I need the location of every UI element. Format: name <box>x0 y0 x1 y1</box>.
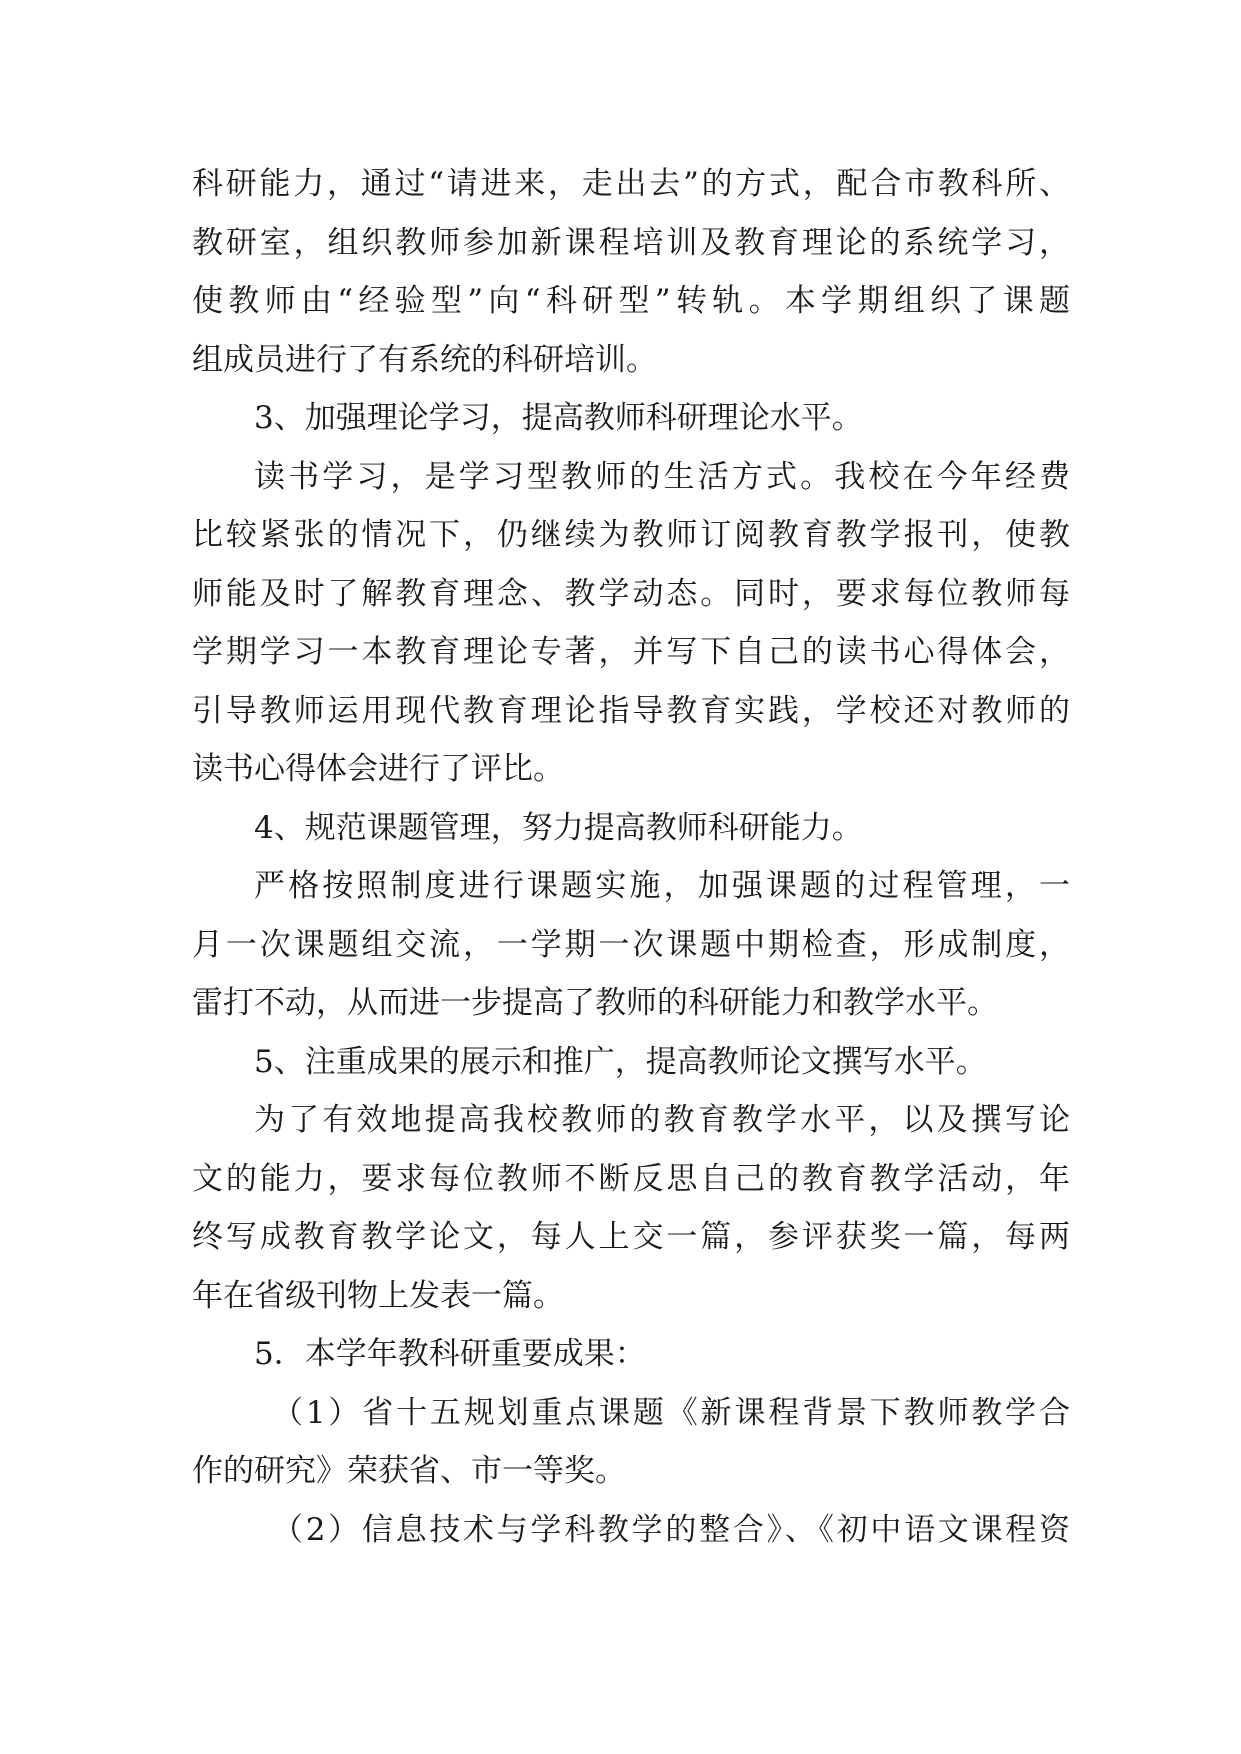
body-line: 引导教师运用现代教育理论指导教育实践，学校还对教师的 <box>192 692 1070 729</box>
section-heading: 3、加强理论学习，提高教师科研理论水平。 <box>254 400 863 436</box>
body-line: 年在省级刊物上发表一篇。 <box>192 1277 564 1314</box>
body-line: 组成员进行了有系统的科研培训。 <box>192 341 657 378</box>
paragraph-first-line: 为了有效地提高我校教师的教育教学水平，以及撰写论 <box>254 1102 1070 1138</box>
body-line: 学期学习一本教育理论专著，并写下自己的读书心得体会， <box>192 634 1070 670</box>
body-line: 终写成教育教学论文，每人上交一篇，参评获奖一篇，每两 <box>192 1219 1070 1255</box>
body-line: 科研能力，通过“请进来，走出去”的方式，配合市教科所、 <box>192 166 1070 202</box>
paragraph-first-line: 读书学习，是学习型教师的生活方式。我校在今年经费 <box>254 458 1070 495</box>
section-heading: 4、规范课题管理，努力提高教师科研能力。 <box>254 809 863 846</box>
body-line: 作的研究》荣获省、市一等奖。 <box>192 1453 626 1489</box>
document-body <box>192 155 1070 1559</box>
body-line: 月一次课题组交流，一学期一次课题中期检查，形成制度， <box>192 926 1070 963</box>
section-heading: 5、注重成果的展示和推广，提高教师论文撰写水平。 <box>254 1043 987 1080</box>
list-item-first-line: （2）信息技术与学科教学的整合》、《初中语文课程资 <box>272 1511 1070 1548</box>
body-line: 师能及时了解教育理念、教学动态。同时，要求每位教师每 <box>192 575 1070 612</box>
body-line: 读书心得体会进行了评比。 <box>192 751 564 787</box>
body-line: 雷打不动，从而进一步提高了教师的科研能力和教学水平。 <box>192 985 998 1021</box>
body-line: 比较紧张的情况下，仍继续为教师订阅教育教学报刊，使教 <box>192 517 1070 553</box>
body-line: 文的能力，要求每位教师不断反思自己的教育教学活动，年 <box>192 1160 1070 1197</box>
body-line: 使教师由“经验型”向“科研型”转轨。本学期组织了课题 <box>192 283 1070 319</box>
list-item-first-line: （1）省十五规划重点课题《新课程背景下教师教学合 <box>272 1394 1070 1431</box>
paragraph-first-line: 严格按照制度进行课题实施，加强课题的过程管理，一 <box>254 868 1070 904</box>
section-heading: 5．本学年教科研重要成果： <box>254 1336 646 1372</box>
body-line: 教研室，组织教师参加新课程培训及教育理论的系统学习， <box>192 224 1070 261</box>
